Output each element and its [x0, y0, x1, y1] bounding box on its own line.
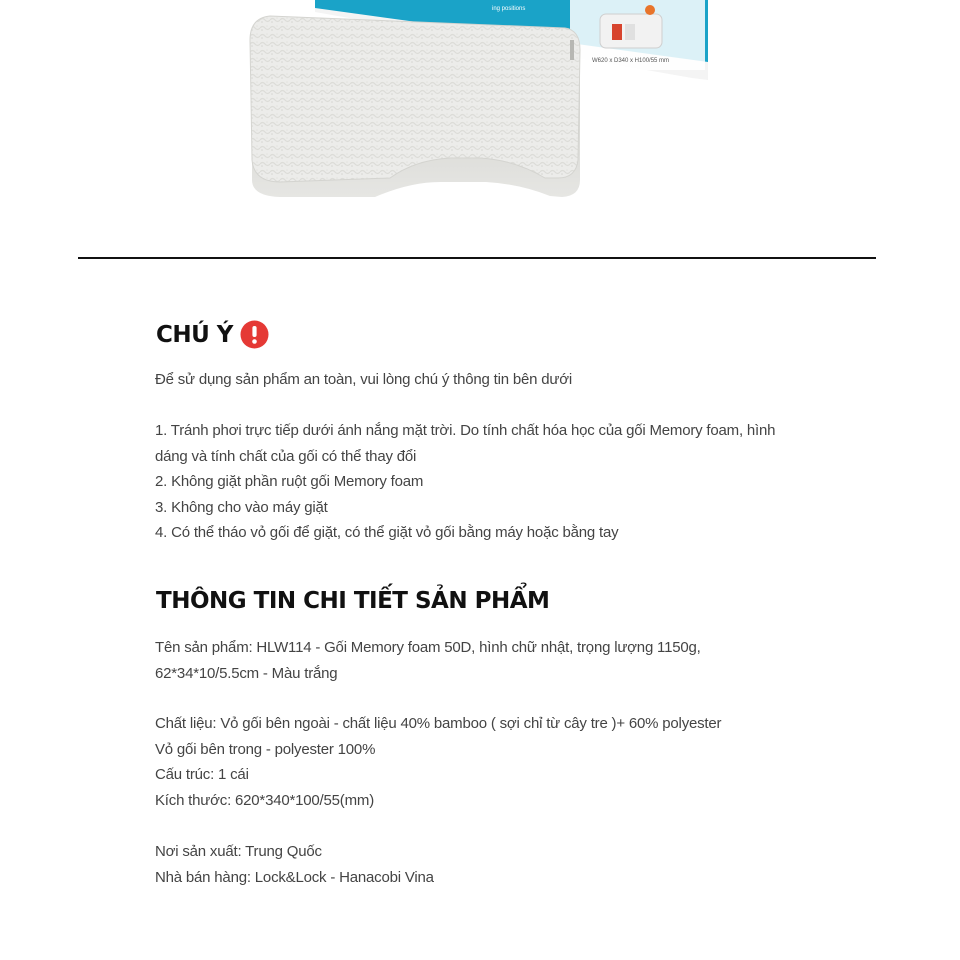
details-line: Vỏ gối bên trong - polyester 100%	[155, 740, 376, 758]
caution-item: 2. Không giặt phần ruột gối Memory foam	[155, 473, 424, 490]
caution-intro	[155, 367, 875, 393]
svg-text:ing positions: ing positions	[492, 6, 526, 12]
caution-intro-text: Để sử dụng sản phẩm an toàn, vui lòng chú ý thông tin bên dưới	[155, 371, 572, 388]
details-line: Tên sản phẩm: HLW114 - Gối Memory foam 50D, hình chữ nhật, trọng lượng 1150g,	[155, 639, 701, 656]
caution-item: 3. Không cho vào máy giặt	[155, 498, 328, 516]
section-divider	[78, 257, 876, 259]
details-specs	[155, 711, 875, 813]
details-product-name	[155, 635, 875, 686]
details-line: Nhà bán hàng: Lock&Lock - Hanacobi Vina	[155, 868, 434, 886]
details-line: Kích thước: 620*340*100/55(mm)	[155, 791, 374, 809]
caution-item: 4. Có thể tháo vỏ gối để giặt, có thể giặt vỏ gối bằng máy hoặc bằng tay	[155, 524, 619, 541]
product-image	[240, 0, 720, 205]
caution-heading: CHÚ Ý	[156, 322, 233, 348]
caution-item: 1. Tránh phơi trực tiếp dưới ánh nắng mặt trời. Do tính chất hóa học của gối Memory foam, hình	[155, 422, 776, 439]
caution-list	[155, 418, 875, 546]
details-heading: THÔNG TIN CHI TIẾT SẢN PHẨM	[156, 588, 550, 614]
details-line: Nơi sản xuất: Trung Quốc	[155, 843, 322, 860]
box-dimension-label: W620 x D340 x H100/55 mm	[592, 58, 670, 64]
caution-item: dáng và tính chất của gối có thể thay đổi	[155, 447, 417, 465]
details-line: Cấu trúc: 1 cái	[155, 766, 249, 783]
details-line: Chất liệu: Vỏ gối bên ngoài - chất liệu 40% bamboo ( sợi chỉ từ cây tre )+ 60% polyester	[155, 715, 722, 732]
details-line: 62*34*10/5.5cm - Màu trắng	[155, 664, 338, 682]
details-origin	[155, 839, 875, 890]
pillow	[250, 16, 580, 197]
exclamation-circle-icon	[240, 320, 269, 349]
